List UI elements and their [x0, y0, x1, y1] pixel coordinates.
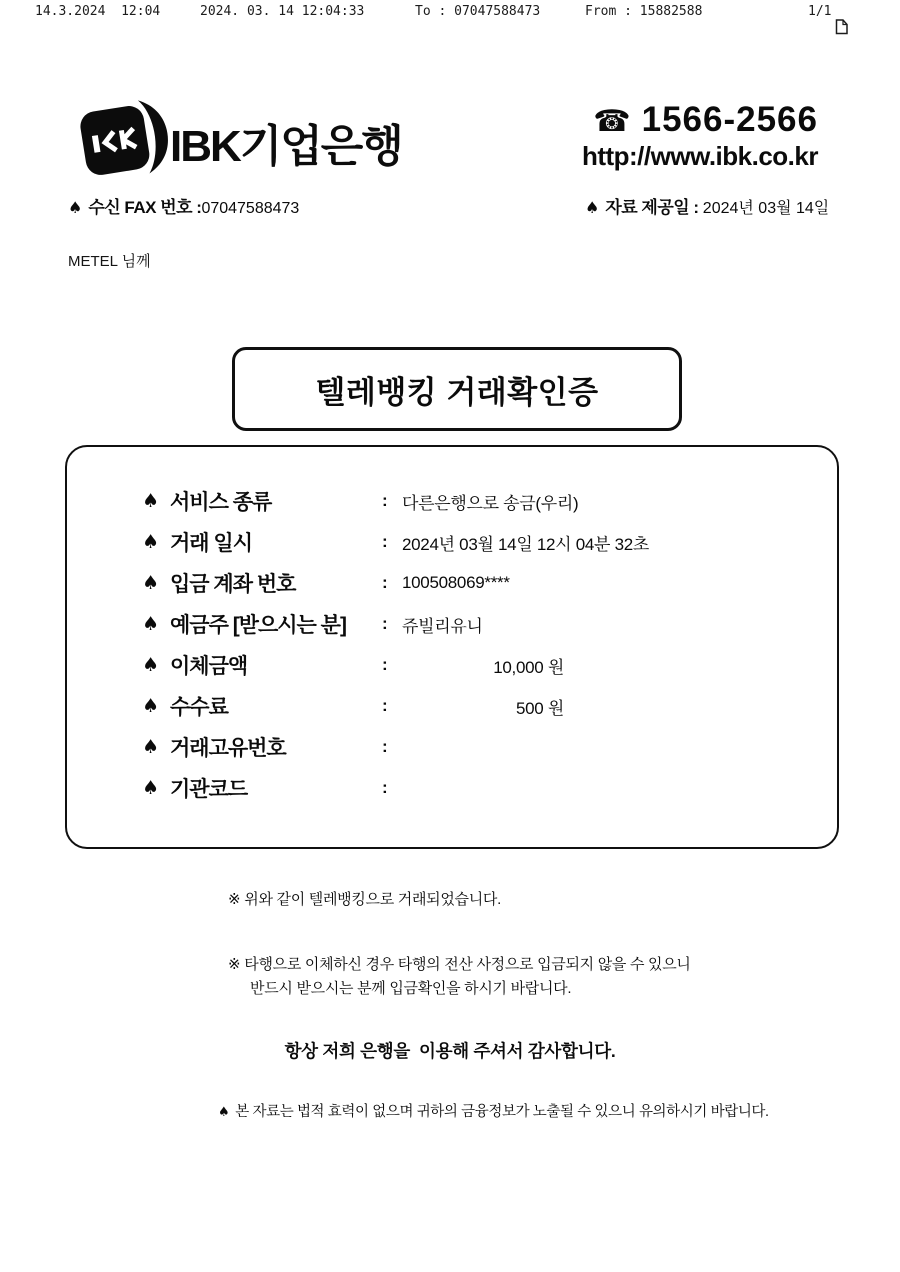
spade-icon: ♠: [142, 613, 160, 635]
detail-row-deposit-account: [142, 571, 812, 595]
website-url: http://www.ibk.co.kr: [581, 141, 818, 171]
fax-from-number: From : 15882588: [585, 4, 703, 19]
recipient-name: METEL 님께: [68, 253, 151, 270]
transaction-details-box: [65, 445, 839, 849]
reference-mark-icon: ※: [228, 955, 241, 973]
note-transaction-confirmed: [228, 888, 501, 909]
detail-row-fee: [142, 694, 812, 718]
detail-value: 500 원: [515, 698, 564, 718]
issue-date-value: 2024년 03월 14일: [702, 200, 830, 217]
legal-text: 본 자료는 법적 효력이 없으며 귀하의 금융정보가 노출될 수 있으니 유의하시기 바랍니다.: [235, 1104, 769, 1120]
spade-icon: ♠: [142, 695, 160, 717]
colon: :: [382, 491, 388, 510]
spade-icon: ♠: [142, 490, 160, 512]
reference-mark-icon: ※: [228, 890, 241, 908]
detail-label: 입금 계좌 번호: [170, 573, 296, 596]
colon: :: [382, 655, 388, 674]
detail-label: 서비스 종류: [170, 491, 272, 514]
spade-icon: ♠: [142, 572, 160, 594]
detail-label: 예금주 [받으시는 분]: [170, 614, 346, 637]
detail-row-institution-code: [142, 776, 812, 800]
detail-value: 다른은행으로 송금(우리): [402, 493, 579, 513]
detail-label: 기관코드: [170, 778, 248, 801]
colon: :: [382, 532, 388, 551]
contact-block: [582, 100, 818, 172]
bank-name: IBK기업은행: [170, 122, 402, 171]
detail-row-transaction-id: [142, 735, 812, 759]
thank-you-message: 항상 저희 은행을 이용해 주셔서 감사합니다.: [284, 1041, 616, 1061]
recipient-fax-label: 수신 FAX 번호 :: [88, 198, 202, 217]
detail-row-transfer-amount: [142, 653, 812, 677]
document-title: 텔레뱅킹 거래확인증: [232, 347, 682, 431]
detail-label: 이체금액: [170, 655, 248, 678]
fax-transmission-header: [0, 4, 900, 24]
note-line-2: 반드시 받으시는 분께 입금확인을 하시기 바랍니다.: [250, 980, 572, 997]
fax-timestamp: 2024. 03. 14 12:04:33: [200, 4, 365, 19]
note-text: 위와 같이 텔레뱅킹으로 거래되었습니다.: [244, 891, 501, 908]
fax-page-count: 1/1: [808, 4, 832, 19]
detail-row-service-type: [142, 489, 812, 513]
colon: :: [382, 573, 388, 592]
detail-row-transaction-datetime: [142, 530, 812, 554]
phone-icon: ☎: [593, 104, 632, 139]
ibk-logo-icon: [72, 98, 172, 189]
spade-icon: ♠: [142, 777, 160, 799]
recipient-fax-value: 07047588473: [201, 200, 300, 217]
detail-value: 쥬빌리유니: [402, 616, 483, 636]
issue-date-label: 자료 제공일 :: [605, 198, 703, 217]
detail-label: 수수료: [170, 696, 228, 719]
note-other-bank-warning: [228, 952, 691, 1001]
note-line-1: [228, 952, 691, 977]
colon: :: [382, 778, 388, 797]
spade-icon: ♠: [142, 531, 160, 553]
issue-date-row: [585, 193, 829, 218]
spade-icon: ♠: [142, 654, 160, 676]
colon: :: [382, 696, 388, 715]
detail-value: 10,000 원: [493, 657, 564, 677]
detail-value: 2024년 03월 14일 12시 04분 32초: [402, 534, 650, 554]
legal-disclaimer: [218, 1100, 769, 1121]
colon: :: [382, 614, 388, 633]
recipient-fax-row: [68, 193, 299, 218]
phone-line: [582, 100, 818, 140]
detail-label: 거래고유번호: [170, 737, 286, 760]
spade-icon: ♠: [585, 198, 600, 217]
detail-row-account-holder: [142, 612, 812, 636]
fax-to-number: To : 07047588473: [415, 4, 541, 19]
spade-icon: ♠: [68, 198, 83, 217]
fax-date-short: 14.3.2024 12:04: [35, 4, 161, 19]
spade-icon: ♠: [142, 736, 160, 758]
phone-number: 1566-2566: [641, 100, 818, 139]
note-text: 타행으로 이체하신 경우 타행의 전산 사정으로 입금되지 않을 수 있으니: [244, 956, 691, 973]
spade-icon: ♠: [218, 1105, 230, 1120]
colon: :: [382, 737, 388, 756]
detail-label: 거래 일시: [170, 532, 252, 555]
detail-value: 100508069****: [402, 573, 510, 592]
